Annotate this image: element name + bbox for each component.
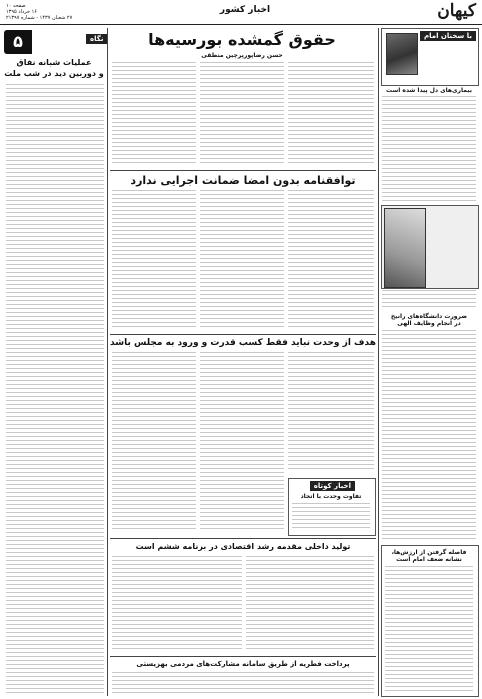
second-col-3 [288,190,374,330]
quote-title: بیماری‌های دل پیدا شده است [386,87,472,94]
main-col-3 [288,62,374,166]
rule-3 [110,538,376,539]
short-news-tag: اخبار کوتاه [310,481,355,491]
imam-portrait [386,33,418,75]
main-col-1 [112,62,196,166]
date-line: ۱۶ خرداد ۱۳۹۵ [6,9,37,15]
main-headline: حقوق گمشده بورسیه‌ها [148,30,336,49]
imam-quote-box [381,28,479,86]
column-rule-right [378,28,379,696]
newspaper-logo: کیهان [437,1,476,21]
third-headline: هدف از وحدت نباید فقط کسب قدرت و ورود به مجلس باشد [110,338,376,348]
third-col-2 [200,352,284,532]
second-headline: توافقنامه بدون امضا ضمانت اجرایی ندارد [130,174,356,187]
short-news-body [292,503,370,531]
right-article-body [382,330,476,540]
mid-caption: ضرورت دانشگاه‌های رانیخ [390,313,468,320]
main-byline: حسن رضاپورپرچین منطقی [201,52,283,59]
page-label: صفحه ۱۰ [6,3,26,9]
column-tag: نگاه [86,34,107,44]
fourth-headline: تولید داخلی مقدمه رشد اقتصادی در برنامه ششم است [135,542,351,551]
lower-right-body [385,566,473,691]
third-col-1 [112,352,196,532]
imam-quote-tag: با سخنان امام [420,31,476,41]
leader-photo-box [381,205,479,289]
column-rule-left [107,28,108,696]
left-headline-2: و دوربین دید در شب ملت [4,69,104,78]
lower-right-title: فاصله گرفتن از ارزش‌ها، نشانه ضعف امام است [391,549,467,563]
second-col-1 [112,190,196,330]
left-headline-1: عملیات شبانه نفاق [16,58,92,67]
left-column-body [6,84,104,694]
mid-caption-2: در انجام وظایف الهی [397,320,461,327]
lower-right-box [381,545,479,697]
issue-info [6,3,72,21]
masthead [0,0,482,25]
short-news-subtitle: تفاوت وحدت با اتحاد [300,493,362,500]
leader-photo-caption [382,290,476,310]
rule-2 [110,334,376,335]
second-col-2 [200,190,284,330]
section-title: اخبار کشور [219,5,271,15]
fifth-body [112,672,374,696]
issue-line: ۲۷ شعبان ۱۴۳۷ - شماره ۲۱۳۹۷ [6,15,73,21]
quote-body [382,96,476,201]
main-col-2 [200,62,284,166]
third-col-3 [288,352,374,472]
column-number-badge: ۵ [4,30,32,54]
rule-1 [110,170,376,171]
short-news-box [288,478,376,536]
fourth-col-1 [112,556,242,652]
rule-4 [110,656,376,657]
fifth-headline: پرداخت فطریه از طریق سامانه مشارکت‌های مردمی بهزیستی [136,660,350,668]
fourth-col-2 [246,556,374,652]
leader-photo [384,208,426,288]
